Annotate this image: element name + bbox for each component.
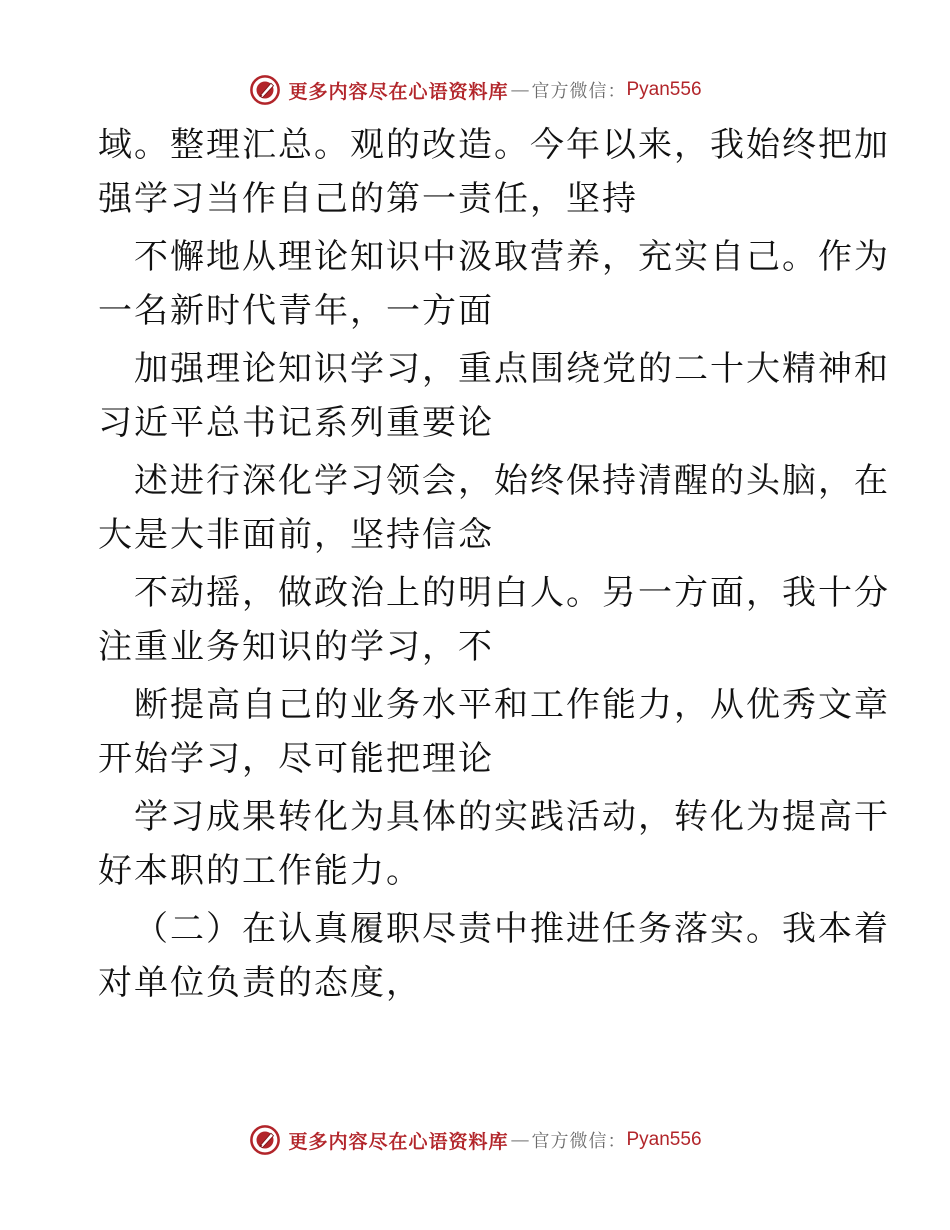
text-line: 域。整理汇总。观的改造。今年以来，我始终把加 (98, 125, 890, 165)
text-line: （二）在认真履职尽责中推进任务落实。我本着 (134, 909, 890, 949)
text-line: 断提高自己的业务水平和工作能力，从优秀文章 (134, 685, 890, 725)
text-line: 不懈地从理论知识中汲取营养，充实自己。作为 (134, 237, 890, 277)
text-line: 强学习当作自己的第一责任，坚持 (98, 179, 638, 219)
watermark-brand: 更多内容尽在心语资料库 (288, 1130, 509, 1153)
footer-watermark (0, 1120, 950, 1160)
watermark-brand: 更多内容尽在心语资料库 (288, 80, 509, 103)
watermark-wechat-label: 官方微信： (531, 1131, 627, 1152)
text-line: 好本职的工作能力。 (98, 851, 422, 891)
text-line: 对单位负责的态度， (98, 963, 422, 1003)
watermark-wechat-id: Pyan556 (626, 1129, 702, 1150)
text-line: 加强理论知识学习，重点围绕党的二十大精神和 (134, 349, 890, 389)
watermark-separator: — (510, 79, 530, 101)
watermark-separator: — (510, 1129, 530, 1151)
watermark-wechat-label: 官方微信： (531, 81, 627, 102)
text-line: 不动摇，做政治上的明白人。另一方面，我十分 (134, 573, 890, 613)
header-watermark (0, 70, 950, 110)
text-line: 述进行深化学习领会，始终保持清醒的头脑，在 (134, 461, 890, 501)
text-line: 注重业务知识的学习，不 (98, 627, 494, 667)
text-line: 学习成果转化为具体的实践活动，转化为提高干 (134, 797, 890, 837)
text-line: 一名新时代青年，一方面 (98, 291, 494, 331)
document-body (98, 118, 890, 1010)
text-line: 习近平总书记系列重要论 (98, 403, 494, 443)
text-line: 开始学习，尽可能把理论 (98, 739, 494, 779)
text-line: 大是大非面前，坚持信念 (98, 515, 494, 555)
pen-circle-logo-icon (248, 73, 282, 107)
pen-circle-logo-icon (248, 1123, 282, 1157)
watermark-wechat-id: Pyan556 (626, 79, 702, 100)
